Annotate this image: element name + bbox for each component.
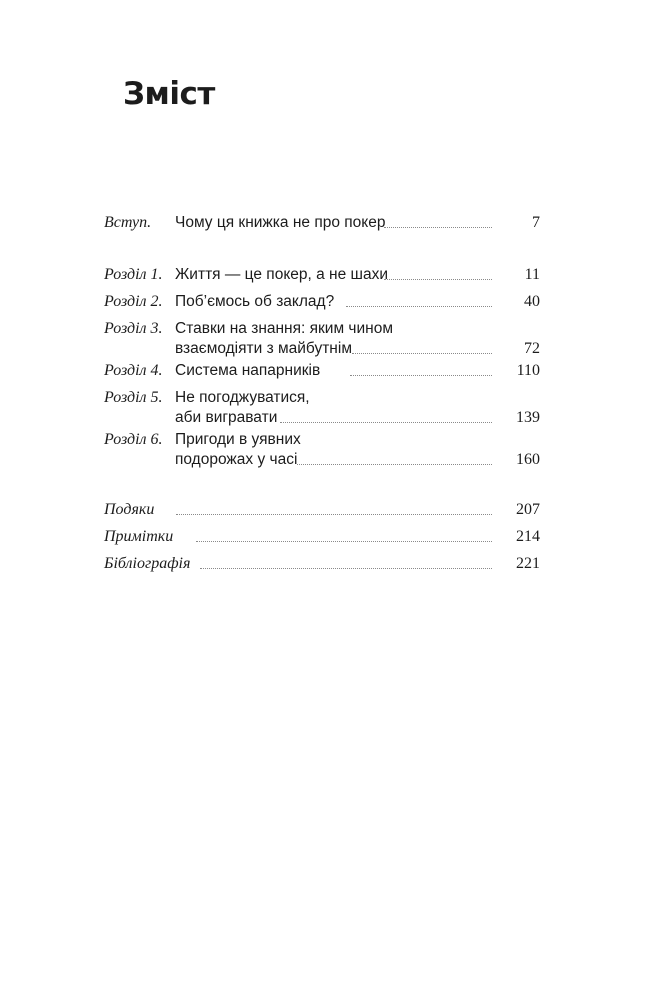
back-matter-page: 214 (516, 528, 540, 545)
dot-leader (346, 306, 492, 307)
back-matter-page: 207 (516, 501, 540, 518)
toc-entry-continuation (0, 407, 666, 429)
toc-entry-title: Життя — це покер, а не шахи (175, 266, 389, 283)
dot-leader (200, 568, 492, 569)
toc-entry-page: 11 (524, 266, 540, 283)
toc-entry-label: Розділ 5. (104, 389, 163, 406)
dot-leader (350, 375, 492, 376)
toc-entry-title: Система напарників (175, 362, 321, 379)
toc-entry-page: 40 (524, 293, 540, 310)
toc-entry-label: Розділ 4. (104, 362, 163, 379)
toc-entry-page: 139 (516, 409, 540, 426)
dot-leader (352, 353, 492, 354)
page-title: Зміст (123, 76, 215, 112)
toc-entry-title: аби вигравати (175, 409, 278, 426)
toc-entry (0, 264, 666, 286)
toc-entry-page: 110 (516, 362, 540, 379)
toc-entry (0, 429, 666, 451)
toc-entry-title: Ставки на знання: яким чином (175, 320, 393, 337)
toc-entry-page: 160 (516, 451, 540, 468)
toc-entry-continuation (0, 338, 666, 360)
toc-entry-label: Розділ 1. (104, 266, 163, 283)
back-matter-label: Бібліографія (104, 555, 191, 572)
toc-entry-page: 7 (532, 214, 540, 231)
toc-entry-label: Розділ 6. (104, 431, 163, 448)
toc-entry-title: Не погоджуватися, (175, 389, 310, 406)
toc-entry (0, 360, 666, 382)
toc-entry-title: Чому ця книжка не про покер (175, 214, 386, 231)
dot-leader (176, 514, 492, 515)
back-matter-label: Подяки (104, 501, 155, 518)
toc-entry (0, 212, 666, 234)
toc-entry (0, 387, 666, 409)
toc-entry-title: подорожах у часі (175, 451, 298, 468)
back-matter-page: 221 (516, 555, 540, 572)
toc-entry-label: Розділ 3. (104, 320, 163, 337)
toc-entry-label: Розділ 2. (104, 293, 163, 310)
dot-leader (280, 422, 492, 423)
toc-entry-title: взаємодіяти з майбутнім (175, 340, 352, 357)
toc-entry (0, 318, 666, 340)
toc-entry-title: Поб’ємось об заклад? (175, 293, 335, 310)
back-matter-entry (0, 499, 666, 521)
back-matter-label: Примітки (104, 528, 174, 545)
dot-leader (297, 464, 492, 465)
back-matter-entry (0, 526, 666, 548)
toc-entry-continuation (0, 449, 666, 471)
back-matter-entry (0, 553, 666, 575)
dot-leader (384, 279, 492, 280)
dot-leader (196, 541, 492, 542)
dot-leader (384, 227, 492, 228)
toc-entry-title: Пригоди в уявних (175, 431, 301, 448)
toc-entry-page: 72 (524, 340, 540, 357)
toc-entry (0, 291, 666, 313)
toc-entry-label: Вступ. (104, 214, 152, 231)
